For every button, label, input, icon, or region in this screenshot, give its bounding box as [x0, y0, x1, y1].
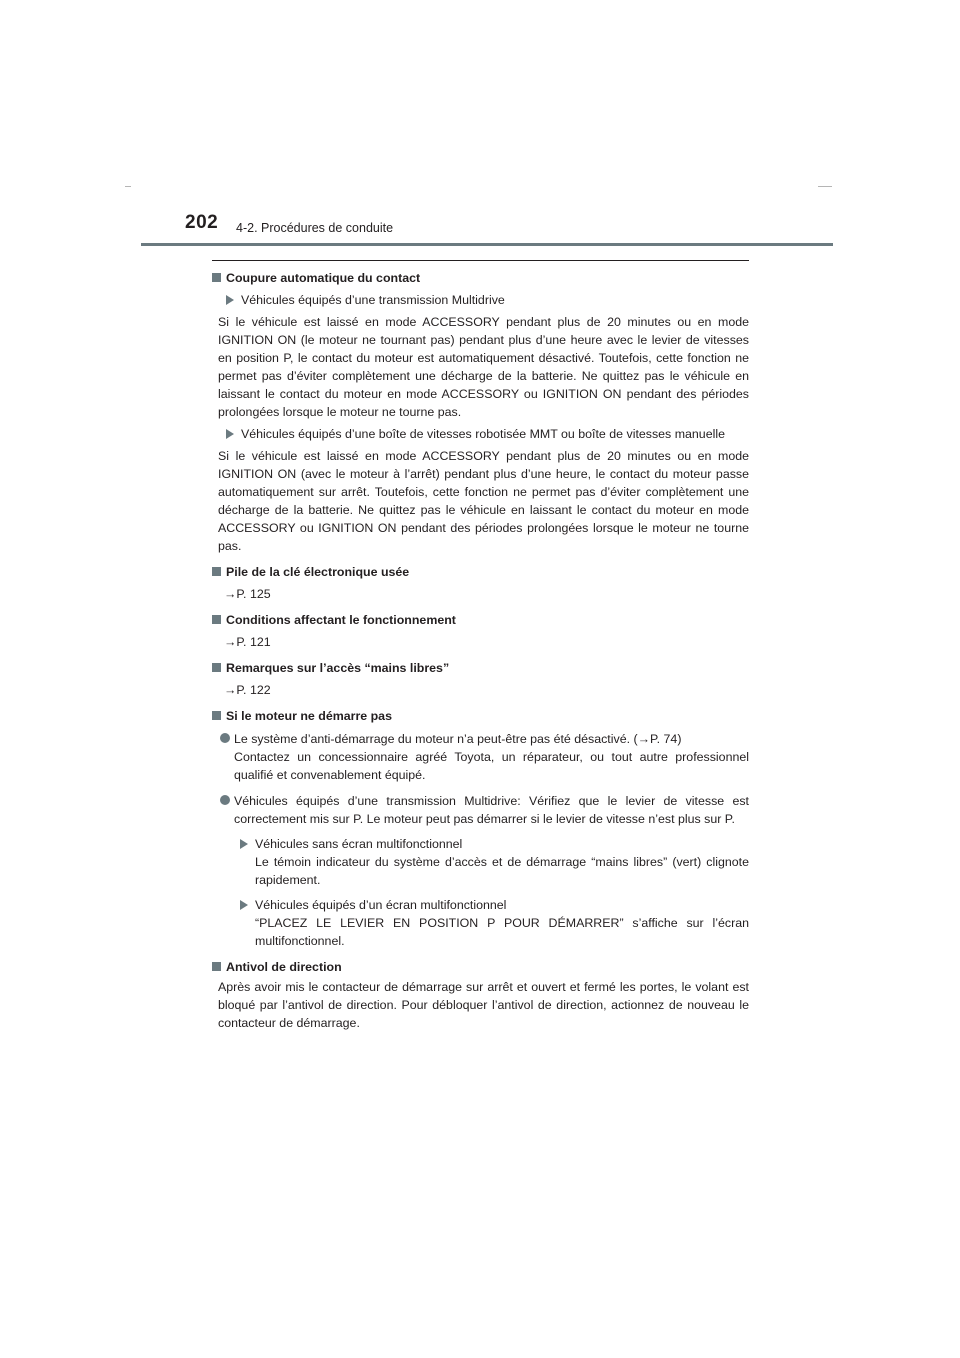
bullet-item — [218, 730, 749, 784]
crop-mark-left — [125, 186, 131, 187]
section-rule — [212, 260, 749, 261]
arrow-right-icon: → — [224, 587, 237, 601]
page-content — [212, 269, 749, 1032]
section-heading-hands-free-notes — [212, 659, 749, 677]
section-title: Pile de la clé électronique usée — [226, 565, 410, 579]
section-title: Coupure automatique du contact — [226, 271, 421, 285]
paragraph: Après avoir mis le contacteur de démarrage sur arrêt et ouvert et fermé les portes, le volant est bloqué par l’antivol de direction. Pour débloquer l’antivol de direction, actionnez de nouveau le contacteur de démarrage. — [218, 980, 749, 1030]
reference-link[interactable]: P. 125 — [236, 587, 271, 601]
square-bullet-icon — [212, 663, 221, 672]
sub-condition-text: Le témoin indicateur du système d’accès et de démarrage “mains libres” (vert) clignote rapidement. — [255, 855, 749, 887]
bullet-text: Contactez un concessionnaire agréé Toyota, un réparateur, ou tout autre professionnel qualifié et convenablement équipé. — [234, 750, 749, 782]
paragraph: Si le véhicule est laissé en mode ACCESSORY pendant plus de 20 minutes ou en mode IGNITION ON (avec le moteur à l’arrêt) pendant plus d’une heure, le contact du moteur passe automatiquement sur arrêt. Toutefois, cette fonction ne permet pas d’éviter complètement une décharge de la batterie. Ne quittez pas le véhicule en laissant le contact du moteur en mode ACCESSORY ou IGNITION ON pendant des périodes prolongées lorsque le moteur ne tourne pas. — [218, 449, 749, 553]
section-heading-key-battery — [212, 563, 749, 581]
sub-condition-text: “PLACEZ LE LEVIER EN POSITION P POUR DÉMARRER” s’affiche sur l’écran multifonctionnel. — [255, 916, 749, 948]
bullet-item — [218, 792, 749, 828]
crop-mark-right — [818, 186, 832, 187]
section-title: Antivol de direction — [226, 960, 342, 974]
section-heading-engine-not-starting — [212, 707, 749, 725]
square-bullet-icon — [212, 711, 221, 720]
square-bullet-icon — [212, 962, 221, 971]
bullet-text: Véhicules équipés d’une transmission Multidrive: Vérifiez que le levier de vitesse est correctement mis sur P. Le moteur peut pas démarrer si le levier de vitesse n’est plus sur P. — [234, 794, 749, 826]
section-heading-operating-conditions — [212, 611, 749, 629]
bullet-text: Le système d’anti-démarrage du moteur n’a peut-être pas été désactivé. (→P. 74) — [234, 732, 682, 746]
sub-condition-title: Véhicules sans écran multifonctionnel — [255, 837, 463, 851]
reference-link[interactable]: P. 121 — [236, 635, 271, 649]
reference-link[interactable]: P. 122 — [236, 683, 271, 697]
section-title: Si le moteur ne démarre pas — [226, 709, 392, 723]
section-title: Conditions affectant le fonctionnement — [226, 613, 456, 627]
circle-bullet-icon — [220, 795, 230, 805]
condition-row — [224, 291, 749, 309]
condition-text: Véhicules équipés d’une transmission Multidrive — [241, 293, 505, 307]
triangle-arrow-icon — [226, 295, 234, 305]
page-reference[interactable] — [224, 681, 749, 699]
page-reference[interactable] — [224, 633, 749, 651]
condition-row — [224, 425, 749, 443]
sub-condition — [240, 896, 749, 950]
square-bullet-icon — [212, 567, 221, 576]
page-number: 202 — [185, 212, 219, 233]
triangle-arrow-icon — [226, 429, 234, 439]
circle-bullet-icon — [220, 733, 230, 743]
arrow-right-icon: → — [224, 683, 237, 697]
triangle-arrow-icon — [240, 900, 248, 910]
triangle-arrow-icon — [240, 839, 248, 849]
section-heading-steering-lock — [212, 958, 749, 976]
section-heading-auto-power-off — [212, 269, 749, 287]
square-bullet-icon — [212, 273, 221, 282]
sub-condition-title: Véhicules équipés d’un écran multifonctionnel — [255, 898, 507, 912]
arrow-right-icon: → — [224, 635, 237, 649]
sub-condition — [240, 835, 749, 889]
chapter-title: 4-2. Procédures de conduite — [236, 221, 394, 235]
header-rule — [141, 243, 833, 246]
square-bullet-icon — [212, 615, 221, 624]
page-reference[interactable] — [224, 585, 749, 603]
paragraph: Si le véhicule est laissé en mode ACCESSORY pendant plus de 20 minutes ou en mode IGNITION ON (le moteur ne tournant pas) pendant plus d’une heure avec le levier de vitesses en position P, le contact du moteur est automatiquement désactivé. Toutefois, cette fonction ne permet pas d’éviter complètement une décharge de la batterie. Ne quittez pas le véhicule en laissant le contact du moteur en mode ACCESSORY ou IGNITION ON pendant des périodes prolongées lorsque le moteur ne tourne pas. — [218, 315, 749, 419]
condition-text: Véhicules équipés d’une boîte de vitesses robotisée MMT ou boîte de vitesses manuelle — [241, 427, 725, 441]
section-title: Remarques sur l’accès “mains libres” — [226, 661, 450, 675]
